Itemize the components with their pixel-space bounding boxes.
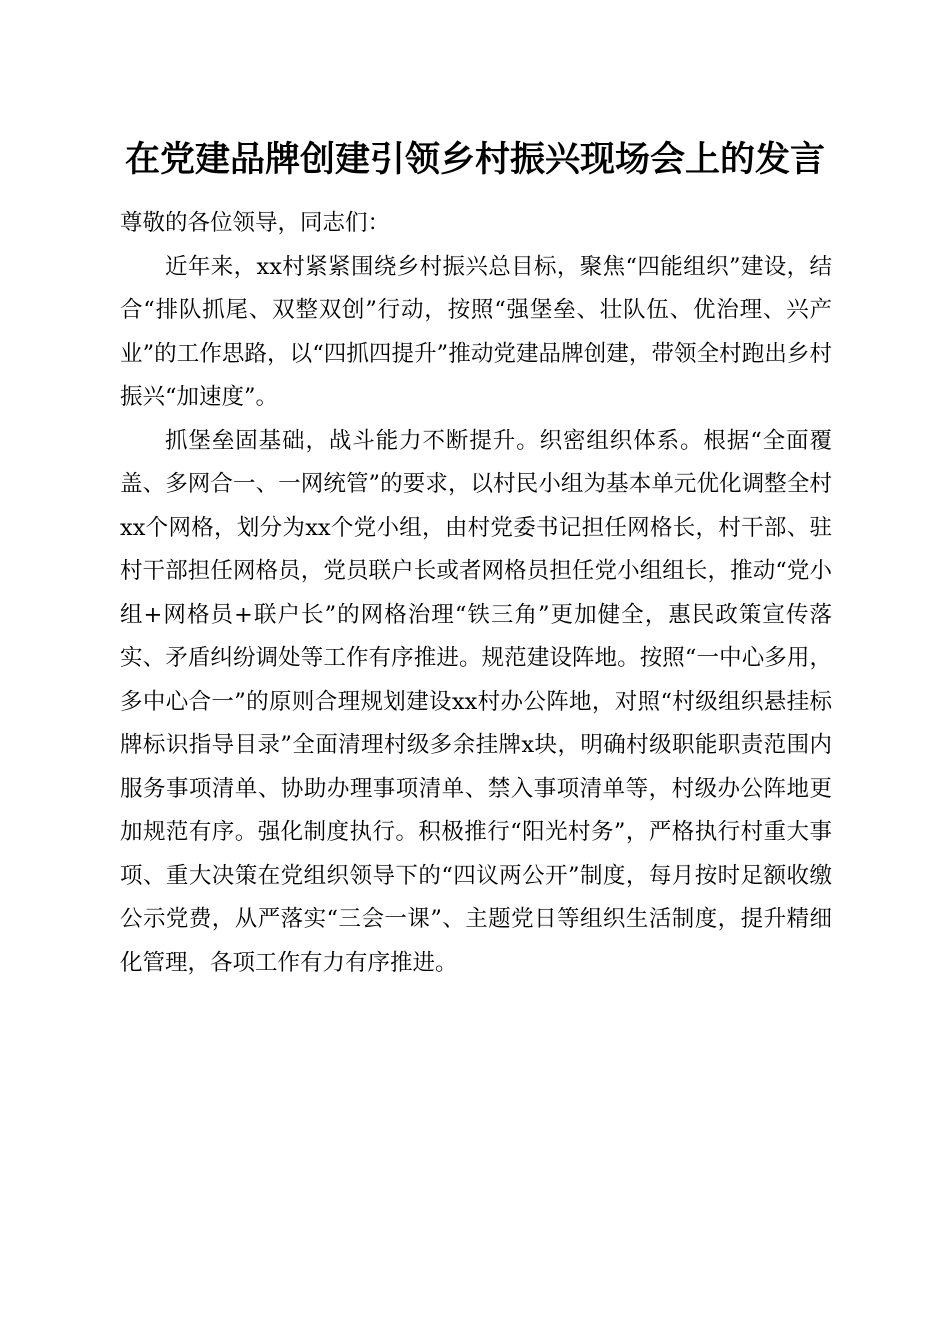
document-body bbox=[120, 202, 832, 985]
paragraph-2: 抓堡垒固基础，战斗能力不断提升。织密组织体系。根据“全面覆盖、多网合一、一网统管”的要求，以村民小组为基本单元优化调整全村xx个网格，划分为xx个党小组，由村党委书记担任网格长，村干部、驻村干部担任网格员，党员联户长或者网格员担任党小组组长，推动“党小组+网格员+联户长”的网格治理“铁三角”更加健全，惠民政策宣传落实、矛盾纠纷调处等工作有序推进。规范建设阵地。按照“一中心多用，多中心合一”的原则合理规划建设xx村办公阵地，对照“村级组织悬挂标牌标识指导目录”全面清理村级多余挂牌x块，明确村级职能职责范围内服务事项清单、协助办理事项清单、禁入事项清单等，村级办公阵地更加规范有序。强化制度执行。积极推行“阳光村务”，严格执行村重大事项、重大决策在党组织领导下的“四议两公开”制度，每月按时足额收缴公示党费，从严落实“三会一课”、主题党日等组织生活制度，提升精细化管理，各项工作有力有序推进。 bbox=[120, 427, 832, 976]
document-title: 在党建品牌创建引领乡村振兴现场会上的发言 bbox=[124, 139, 825, 180]
paragraph-1: 近年来，xx村紧紧围绕乡村振兴总目标，聚焦“四能组织”建设，结合“排队抓尾、双整双创”行动，按照“强堡垒、壮队伍、优治理、兴产业”的工作思路，以“四抓四提升”推动党建品牌创建，带领全村跑出乡村振兴“加速度”。 bbox=[120, 253, 832, 410]
salutation: 尊敬的各位领导，同志们： bbox=[120, 210, 391, 236]
